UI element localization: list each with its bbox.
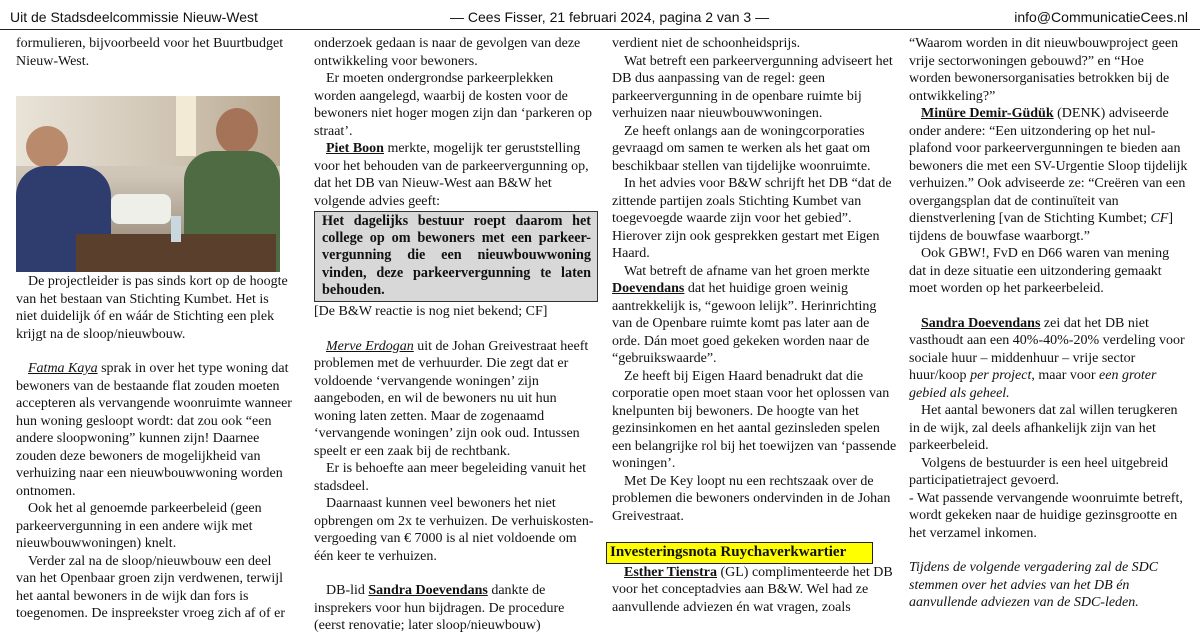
speaker-name: Esther Tienstra [624, 564, 717, 580]
speaker-name: Minüre Demir-Güdük [921, 106, 1054, 121]
paragraph: verdient niet de schoonheidsprijs. [612, 36, 801, 51]
paragraph: Sandra Doevendans zei dat het DB niet vasthoudt aan een 40%-40%-20% verdeling voor sociale huur – middenhuur – vrije sector huur/koop per project, maar voor een groter gebied als geheel. [909, 315, 1185, 401]
paragraph: Het aantal bewoners dat zal willen terugkeren in de wijk, zal deels afhankelijk zijn van het parkeerbeleid. [909, 403, 1178, 453]
column-1 [16, 35, 292, 621]
paragraph: Verder zal na de sloop/nieuwbouw een deel van het Openbaar groen zijn verdwenen, terwijl het aantal bewoners in de wijk dan fors is toegenomen. De inspreekster vroeg zich af of er [16, 553, 285, 621]
paragraph: onderzoek gedaan is naar de gevolgen van deze ontwikkeling voor bewoners. [314, 36, 581, 69]
column-2 [314, 35, 598, 634]
paragraph: formulieren, bijvoorbeeld voor het Buurtbudget Nieuw-West. [16, 36, 284, 69]
header-byline: — Cees Fisser, 21 februari 2024, pagina 2 van 3 — [450, 9, 770, 25]
speaker-name: Sandra Doevendans [921, 315, 1041, 331]
speaker-name: Merve Erdogan [326, 338, 414, 354]
column-3 [610, 35, 897, 615]
paragraph: Ook GBW!, FvD en D66 waren van mening dat in deze situatie een uitzondering gemaakt moet worden op het parkeerbeleid. [909, 246, 1170, 296]
advice-quote-box: Het dagelijks bestuur roept daarom het college op om bewoners met een parkeer-vergunning die een nieuwbouwwoning vinden, deze parkeervergunning te laten behouden. [314, 211, 598, 302]
paragraph: Fatma Kaya sprak in over het type woning dat bewoners van de bestaande flat zouden moeten accepteren als vervangende woonruimte wanneer hun woning gesloopt wordt: dat zou ook “een andere sloopwoning” kunnen zijn! Daarnee zouden deze bewoners de mogelijkheid van verhuizing naar een nieuwbouwwoning worden ontnomen. [16, 361, 292, 499]
header-email-link[interactable]: info@CommunicatieCees.nl [1014, 9, 1188, 25]
paragraph: Met De Key loopt nu een rechtszaak over de problemen die bewoners ondervinden in de Johan Greivestraat. [612, 473, 891, 524]
column-4 [909, 35, 1189, 610]
paragraph: Ze heeft onlangs aan de woningcorporaties gevraagd om samen te werken als het gaat om beschikbaar stellen van tijdelijke woonruimte. [612, 123, 871, 174]
paragraph: “Waarom worden in dit nieuwbouwproject geen vrije sectorwoningen gebouwd?” en “Hoe worden bewonersorganisaties betrokken bij de ontwikkeling?” [909, 36, 1179, 104]
speaker-name: Fatma Kaya [28, 361, 98, 376]
section-heading: Investeringsnota Ruychaverkwartier [606, 542, 873, 564]
paragraph: Wat betreft een parkeervergunning adviseert het DB dus aanpassing van de regel: geen parkeervergunning in de openbare ruimte bij verhuizen naar nieuwbouwwoningen. [612, 53, 893, 121]
paragraph: Ze heeft bij Eigen Haard benadrukt dat die corporatie open moet staan voor het oplossen van knelpunten bij bewoners. De hoogte van het gezinsinkomen en het aantal gezinsleden spelen een belangrijke rol bij het toewijzen van ‘passende woningen’. [612, 368, 897, 471]
paragraph: Merve Erdogan uit de Johan Greivestraat heeft problemen met de verhuurder. Die zegt dat er voldoende ‘vervangende woningen’ zijn aangeboden, en wil de bewoners nu uit hun woning laten zetten. Maar de zogenaamd ‘vervangende woningen’ zijn ook oud. Intussen speelt er een zaak bij de rechtbank. [314, 338, 589, 459]
paragraph: Ook het al genoemde parkeerbeleid (geen parkeervergunning in een andere wijk met nieuwbouwwoningen) knelt. [16, 501, 262, 551]
paragraph: DB-lid Sandra Doevendans dankte de insprekers voor hun bijdragen. De procedure (eerst renovatie; later sloop/nieuwbouw) [314, 583, 565, 634]
paragraph: Piet Boon merkte, mogelijk ter geruststelling voor het behouden van de parkeervergunning op, dat het DB van Nieuw-West aan B&W het volgende advies geeft: [314, 141, 589, 209]
paragraph: Minüre Demir-Güdük (DENK) adviseerde onder andere: “Een uitzondering op het nul-plafond voor parkeervergunningen te bieden aan bewoners die met een SV-Urgentie Sloop tijdelijk verhuizen.” Ook adviseerde ze: “Creëren van een overgangsplan dat de continuïteit van dienstverlening [van de Stichting Kumbet; CF] tijdens de bouwfase waarborgt.” [909, 106, 1188, 244]
header-source: Uit de Stadsdeelcommissie Nieuw-West [10, 9, 258, 25]
speaker-name: Doevendans [612, 281, 685, 296]
paragraph: Er is behoefte aan meer begeleiding vanuit het stadsdeel. [314, 461, 587, 494]
speaker-name: Piet Boon [326, 141, 384, 156]
closing-note: Tijdens de volgende vergadering zal de SDC stemmen over het advies van het DB én aanvullende adviezen van de SDC-leden. [909, 560, 1159, 610]
paragraph: Daarnaast kunnen veel bewoners het niet opbrengen om 2x te verhuizen. De verhuiskosten-vergoeding van € 7000 is al niet voldoende om één keer te verhuizen. [314, 496, 594, 564]
meeting-photo [16, 96, 280, 272]
paragraph: De projectleider is pas sinds kort op de hoogte van het bestaan van Stichting Kumbet. Het is niet duidelijk óf en wáár de Stichting een plek krijgt na de sloop/nieuwbouw. [16, 274, 288, 342]
paragraph: In het advies voor B&W schrijft het DB “dat de zittende partijen zoals Stichting Kumbet van toegevoegde waarde zijn voor het gebied”. Hierover zijn ook gesprekken gestart met Eigen Haard. [612, 176, 892, 261]
paragraph: Wat betreft de afname van het groen merkte Doevendans dat het huidige groen weinig aantrekkelijk is, “gewoon lelijk”. Herinrichting van de Openbare ruimte komt pas later aan de orde. Dán moet goed gekeken worden naar de “gebruikswaarde”. [612, 263, 877, 366]
page-header [0, 0, 1200, 30]
paragraph: - Wat passende vervangende woonruimte betreft, wordt gekeken naar de huidige gezinsgrootte en het verzamel inkomen. [909, 490, 1183, 541]
paragraph: Esther Tienstra (GL) complimenteerde het DB voor het conceptadvies aan B&W. Wel had ze aanvullende adviezen én wat vragen, zoals [612, 564, 893, 615]
paragraph: Volgens de bestuurder is een heel uitgebreid participatietraject gevoerd. [909, 455, 1169, 488]
speaker-name: Sandra Doevendans [368, 583, 488, 599]
paragraph: Er moeten ondergrondse parkeerplekken worden aangelegd, waarbij de kosten voor de bewoners niet hoger mogen zijn dan ‘parkeren op straat’. [314, 71, 592, 139]
editor-note: [De B&W reactie is nog niet bekend; CF] [314, 304, 548, 320]
